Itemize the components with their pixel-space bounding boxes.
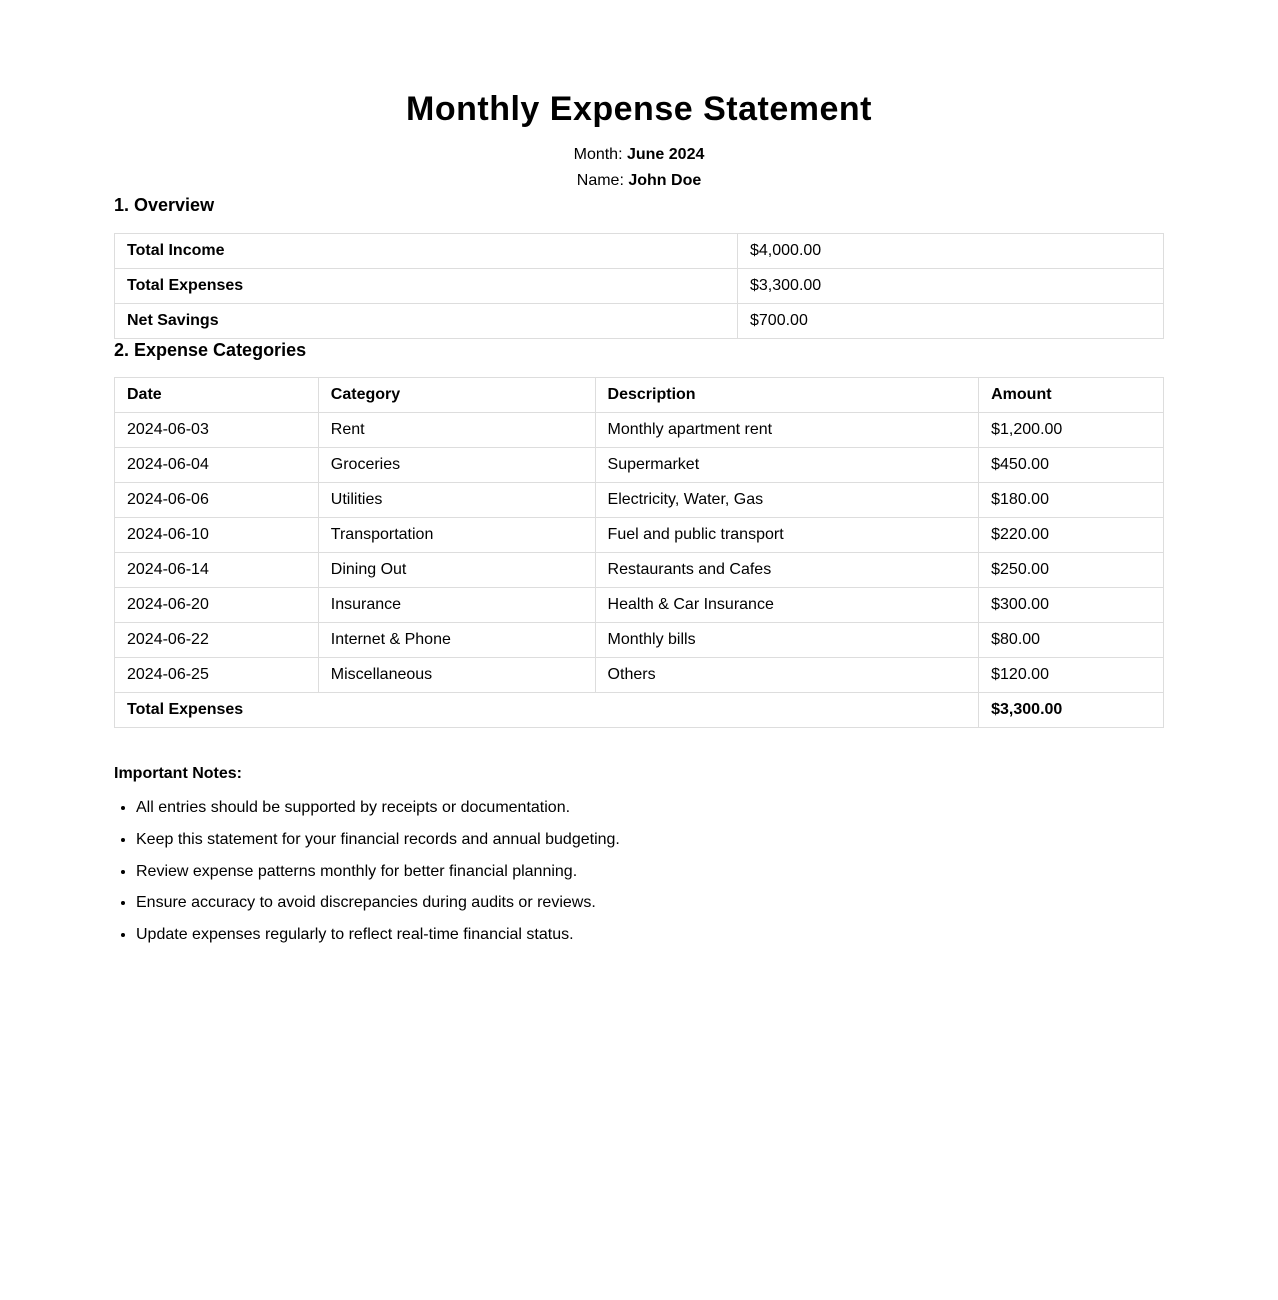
page-title: Monthly Expense Statement	[406, 90, 872, 128]
cell-description: Monthly bills	[595, 623, 979, 658]
cell-category: Transportation	[318, 518, 595, 553]
cell-category: Groceries	[318, 448, 595, 483]
column-header-description: Description	[595, 378, 979, 413]
cell-amount: $220.00	[979, 518, 1164, 553]
cell-description: Fuel and public transport	[595, 518, 979, 553]
column-header-date: Date	[115, 378, 319, 413]
table-row	[115, 518, 1164, 553]
overview-label: Net Savings	[115, 304, 738, 339]
cell-date: 2024-06-20	[115, 588, 319, 623]
total-row	[115, 693, 1164, 728]
cell-date: 2024-06-03	[115, 413, 319, 448]
name-label: Name:	[576, 172, 624, 189]
table-row	[115, 483, 1164, 518]
total-value: $3,300.00	[979, 693, 1164, 728]
overview-row-expenses	[115, 269, 1164, 304]
cell-date: 2024-06-04	[115, 448, 319, 483]
overview-heading: 1. Overview	[114, 195, 215, 215]
expense-table	[114, 377, 1164, 728]
cell-description: Others	[595, 658, 979, 693]
month-label: Month:	[573, 146, 623, 163]
list-item: • Review expense patterns monthly for better financial planning.	[136, 862, 1164, 882]
cell-description: Electricity, Water, Gas	[595, 483, 979, 518]
list-item: • All entries should be supported by receipts or documentation.	[136, 798, 1164, 818]
overview-label: Total Expenses	[115, 269, 738, 304]
cell-category: Insurance	[318, 588, 595, 623]
expense-header-row	[115, 378, 1164, 413]
list-item: • Update expenses regularly to reflect real-time financial status.	[136, 925, 1164, 945]
name-value: John Doe	[628, 172, 702, 189]
cell-amount: $180.00	[979, 483, 1164, 518]
name-line	[114, 168, 1164, 194]
cell-amount: $1,200.00	[979, 413, 1164, 448]
table-row	[115, 553, 1164, 588]
cell-description: Restaurants and Cafes	[595, 553, 979, 588]
statement-page	[114, 0, 1164, 945]
overview-row-savings	[115, 304, 1164, 339]
cell-description: Monthly apartment rent	[595, 413, 979, 448]
cell-category: Rent	[318, 413, 595, 448]
overview-row-income	[115, 234, 1164, 269]
cell-amount: $300.00	[979, 588, 1164, 623]
cell-date: 2024-06-25	[115, 658, 319, 693]
list-item: • Keep this statement for your financial records and annual budgeting.	[136, 830, 1164, 850]
overview-label: Total Income	[115, 234, 738, 269]
expense-categories-heading: 2. Expense Categories	[114, 340, 307, 360]
cell-amount: $80.00	[979, 623, 1164, 658]
cell-date: 2024-06-22	[115, 623, 319, 658]
notes-heading: Important Notes:	[114, 765, 242, 782]
cell-description: Health & Car Insurance	[595, 588, 979, 623]
notes-list	[114, 798, 1164, 945]
column-header-amount: Amount	[979, 378, 1164, 413]
cell-amount: $120.00	[979, 658, 1164, 693]
overview-value: $700.00	[738, 304, 1164, 339]
cell-amount: $450.00	[979, 448, 1164, 483]
total-label: Total Expenses	[115, 693, 979, 728]
month-line	[114, 142, 1164, 168]
cell-date: 2024-06-14	[115, 553, 319, 588]
table-row	[115, 413, 1164, 448]
list-item: • Ensure accuracy to avoid discrepancies during audits or reviews.	[136, 893, 1164, 913]
month-value: June 2024	[626, 146, 705, 163]
cell-category: Dining Out	[318, 553, 595, 588]
cell-date: 2024-06-06	[115, 483, 319, 518]
overview-table	[114, 233, 1164, 339]
table-row	[115, 623, 1164, 658]
cell-category: Miscellaneous	[318, 658, 595, 693]
table-row	[115, 448, 1164, 483]
cell-date: 2024-06-10	[115, 518, 319, 553]
statement-meta	[114, 142, 1164, 194]
cell-description: Supermarket	[595, 448, 979, 483]
column-header-category: Category	[318, 378, 595, 413]
overview-value: $4,000.00	[738, 234, 1164, 269]
overview-value: $3,300.00	[738, 269, 1164, 304]
table-row	[115, 658, 1164, 693]
table-row	[115, 588, 1164, 623]
cell-category: Internet & Phone	[318, 623, 595, 658]
cell-amount: $250.00	[979, 553, 1164, 588]
cell-category: Utilities	[318, 483, 595, 518]
